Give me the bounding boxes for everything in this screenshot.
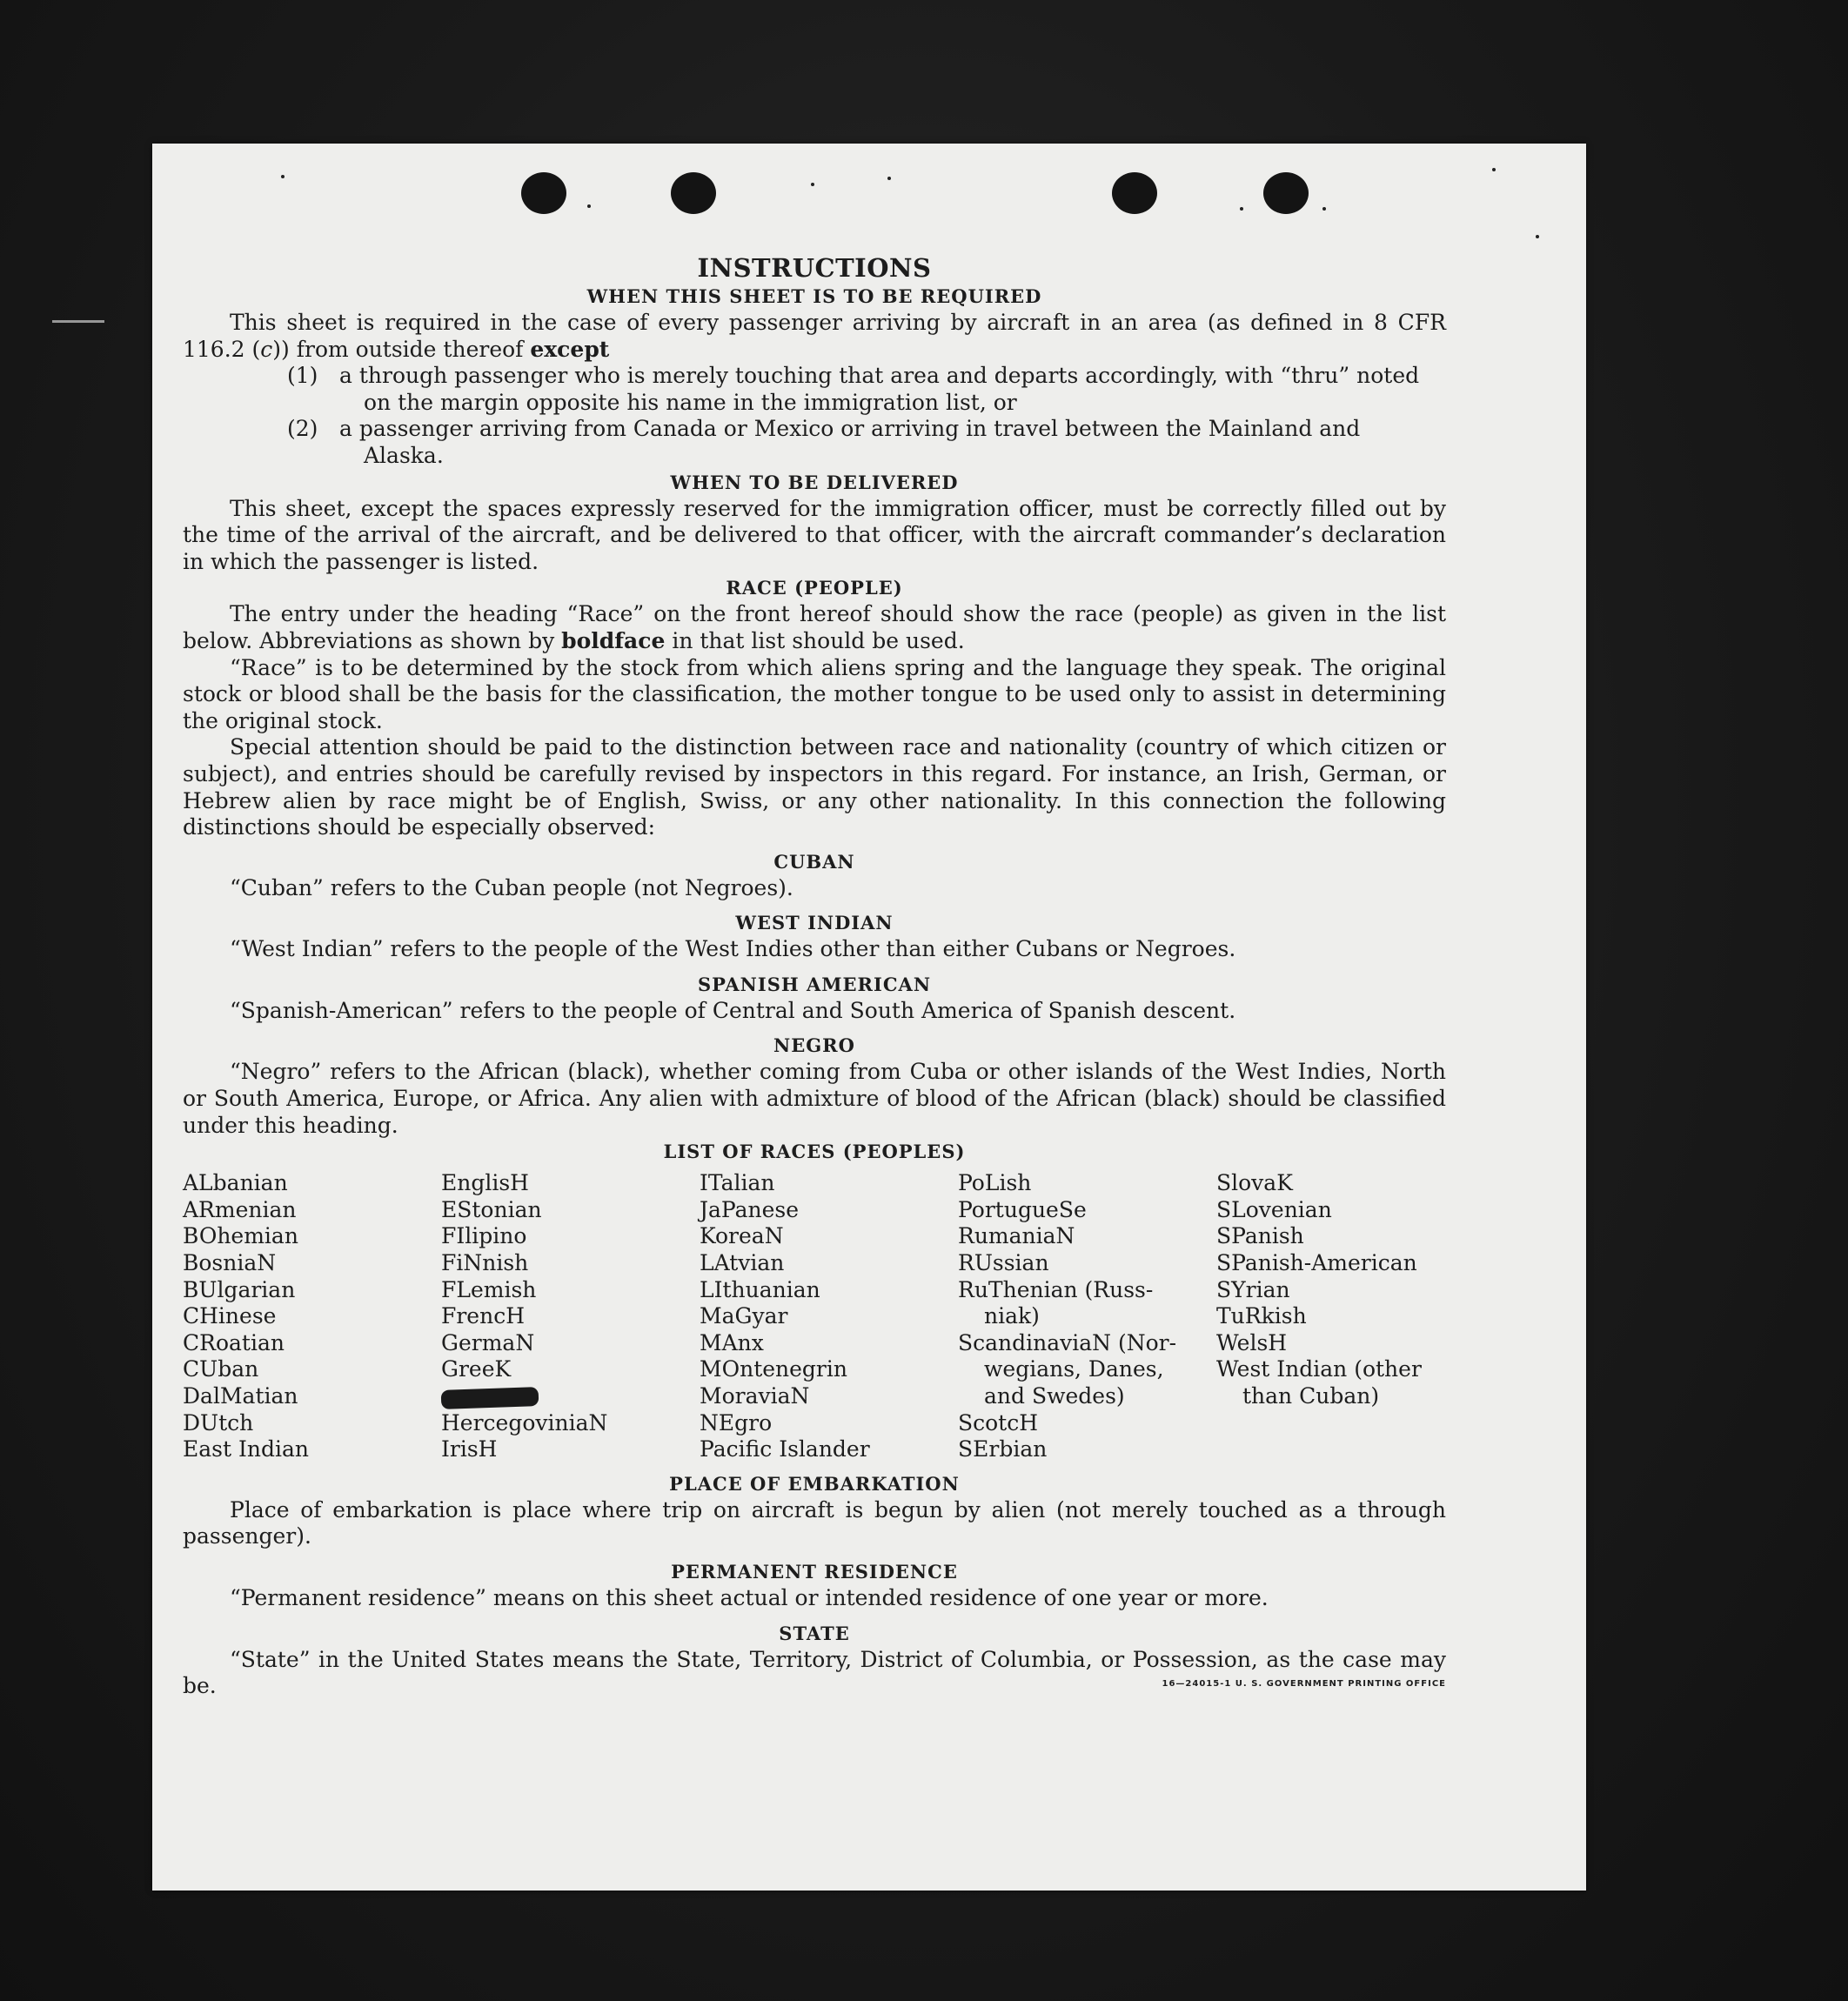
heading-when-required: WHEN THIS SHEET IS TO BE REQUIRED — [586, 285, 1042, 307]
punch-hole — [671, 172, 716, 214]
race-entry: HercegoviniaN — [441, 1409, 608, 1436]
race-paragraph-2: “Race” is to be determined by the stock from which aliens spring and the language they speak. The original stock or blood shall be the basis for the classification, the mother tongue to be used only to assist in determining the original stock. — [183, 654, 1446, 733]
race-entry: FIlipino — [441, 1223, 527, 1249]
race-entry: NEgro — [700, 1409, 773, 1436]
race-entry: ScotcH — [958, 1409, 1039, 1436]
race-entry: CHinese — [183, 1303, 277, 1329]
race-entry: ARmenian — [183, 1196, 297, 1222]
heading-race: RACE (PEOPLE) — [726, 577, 903, 599]
punch-hole — [1263, 172, 1309, 214]
state-section — [183, 1647, 1446, 1700]
paper-speck — [281, 175, 285, 178]
race-column — [183, 1170, 441, 1463]
race-entry: MAnx — [700, 1329, 764, 1355]
race-entry: DalMatian — [183, 1383, 298, 1409]
race-entry: MOntenegrin — [700, 1356, 847, 1382]
race-entry: PoLish — [958, 1170, 1032, 1196]
paper-speck — [587, 204, 591, 208]
race-entry: BUlgarian — [183, 1276, 296, 1302]
race-entry: RUssian — [958, 1250, 1049, 1276]
heading-permanent-residence: PERMANENT RESIDENCE — [671, 1560, 958, 1583]
west-indian-text: “West Indian” refers to the people of the West Indies other than either Cubans or Negroes. — [230, 936, 1236, 962]
negro-text: “Negro” refers to the African (black), whether coming from Cuba or other islands of the West Indies, North or South America, Europe, or Africa. Any alien with admixture of blood of the African (black) should be classified under this heading. — [183, 1059, 1446, 1138]
exception-item: (1) a through passenger who is merely touching that area and departs accordingly, with “thru” noted on the margin opposite his name in the immigration list, or — [287, 363, 1420, 415]
race-entry: ALbanian — [183, 1170, 288, 1196]
race-entry: TuRkish — [1216, 1303, 1307, 1329]
race-entry: CRoatian — [183, 1329, 285, 1355]
state-text: “State” in the United States means the State, Territory, District of Columbia, or Possession, as the case may be. — [183, 1646, 1446, 1699]
printer-code: 16—24015-1 U. S. GOVERNMENT PRINTING OFFICE — [1162, 1679, 1446, 1690]
race-entry: IrisH — [441, 1436, 498, 1462]
race-entry: SYrian — [1216, 1276, 1290, 1302]
race-entry: KoreaN — [700, 1223, 784, 1249]
race-entry: GreeK — [441, 1356, 512, 1382]
instructions-content — [183, 252, 1446, 1700]
scan-margin-mark — [52, 320, 104, 333]
race-entry: BOhemian — [183, 1223, 298, 1249]
race-entry: SPanish — [1216, 1223, 1304, 1249]
heading-west-indian: WEST INDIAN — [735, 912, 894, 934]
race-column — [441, 1170, 700, 1463]
race-entry: SLovenian — [1216, 1196, 1332, 1222]
race-entry: CUban — [183, 1356, 259, 1382]
race-entry: GermaN — [441, 1329, 535, 1355]
race-entry: SPanish-American — [1216, 1250, 1417, 1276]
race-entry: SlovaK — [1216, 1170, 1293, 1196]
instruction-sheet — [152, 144, 1586, 1891]
paper-speck — [811, 183, 814, 186]
race-entry: niak) — [984, 1303, 1040, 1329]
race-entry: East Indian — [183, 1436, 309, 1462]
paper-speck — [1536, 235, 1539, 238]
race-entry: WelsH — [1216, 1329, 1288, 1355]
race-entry: FiNnish — [441, 1250, 529, 1276]
paper-speck — [1492, 168, 1496, 171]
race-entry: LAtvian — [700, 1250, 785, 1276]
race-entry: MoraviaN — [700, 1383, 810, 1409]
race-column — [700, 1170, 958, 1463]
heading-list-of-races: LIST OF RACES (PEOPLES) — [663, 1141, 966, 1163]
spanish-american-text: “Spanish-American” refers to the people of Central and South America of Spanish descent. — [230, 997, 1236, 1023]
paper-speck — [1240, 207, 1243, 211]
cuban-text: “Cuban” refers to the Cuban people (not Negroes). — [230, 874, 793, 900]
heading-spanish-american: SPANISH AMERICAN — [697, 973, 932, 995]
race-column — [958, 1170, 1216, 1463]
redacted-entry — [441, 1387, 539, 1409]
race-entry: EStonian — [441, 1196, 542, 1222]
embarkation-text: Place of embarkation is place where trip on aircraft is begun by alien (not merely touched as a through passenger). — [183, 1496, 1446, 1549]
race-paragraph-1: The entry under the heading “Race” on the front hereof should show the race (people) as given in the list below. Abbreviations as shown by boldface in that list should be used. — [183, 601, 1446, 653]
race-entry: Pacific Islander — [700, 1436, 870, 1462]
race-entry — [441, 1383, 700, 1410]
race-entry: wegians, Danes, — [984, 1356, 1164, 1382]
heading-when-delivered: WHEN TO BE DELIVERED — [670, 471, 959, 493]
race-entry: FLemish — [441, 1276, 537, 1302]
race-entry: MaGyar — [700, 1303, 788, 1329]
when-delivered-text: This sheet, except the spaces expressly reserved for the immigration officer, must be correctly filled out by the time of the arrival of the aircraft, and be delivered to that officer, with the aircraft commander’s declaration in which the passenger is listed. — [183, 495, 1446, 574]
exception-item: (2) a passenger arriving from Canada or Mexico or arriving in travel between the Mainland and Alaska. — [287, 416, 1361, 468]
race-entry: than Cuban) — [1242, 1383, 1380, 1409]
race-entry: FrencH — [441, 1303, 525, 1329]
race-entry: JaPanese — [700, 1196, 800, 1222]
paper-speck — [1322, 207, 1326, 211]
punch-hole — [1112, 172, 1157, 214]
heading-embarkation: PLACE OF EMBARKATION — [669, 1472, 960, 1495]
race-entry: West Indian (other — [1216, 1356, 1422, 1382]
race-entry: DUtch — [183, 1409, 254, 1436]
race-entry: RumaniaN — [958, 1223, 1075, 1249]
race-entry: EnglisH — [441, 1170, 529, 1196]
race-paragraph-3: Special attention should be paid to the distinction between race and nationality (country of which citizen or subject), and entries should be carefully revised by inspectors in this regard. For instance, an Irish, German, or Hebrew alien by race might be of English, Swiss, or any other nationality. In this connection the following distinctions should be especially observed: — [183, 734, 1446, 840]
heading-cuban: CUBAN — [773, 850, 855, 873]
permanent-residence-text: “Permanent residence” means on this sheet actual or intended residence of one year or more. — [230, 1584, 1269, 1610]
race-entry: BosniaN — [183, 1250, 277, 1276]
punch-hole — [521, 172, 566, 214]
race-entry: ScandinaviaN (Nor- — [958, 1329, 1177, 1355]
when-required-text: This sheet is required in the case of every passenger arriving by aircraft in an area (as defined in 8 CFR 116.2 (c)) from outside thereof except — [183, 310, 1446, 362]
race-entry: RuThenian (Russ- — [958, 1276, 1154, 1302]
race-entry: ITalian — [700, 1170, 775, 1196]
race-column — [1216, 1170, 1443, 1463]
race-entry: PortugueSe — [958, 1196, 1087, 1222]
heading-negro: NEGRO — [773, 1034, 855, 1057]
race-entry: and Swedes) — [984, 1383, 1125, 1409]
race-list — [183, 1170, 1446, 1463]
paper-speck — [887, 177, 891, 180]
race-entry: LIthuanian — [700, 1276, 820, 1302]
race-entry: SErbian — [958, 1436, 1048, 1462]
heading-state: STATE — [779, 1622, 850, 1644]
document-title: INSTRUCTIONS — [697, 253, 932, 283]
